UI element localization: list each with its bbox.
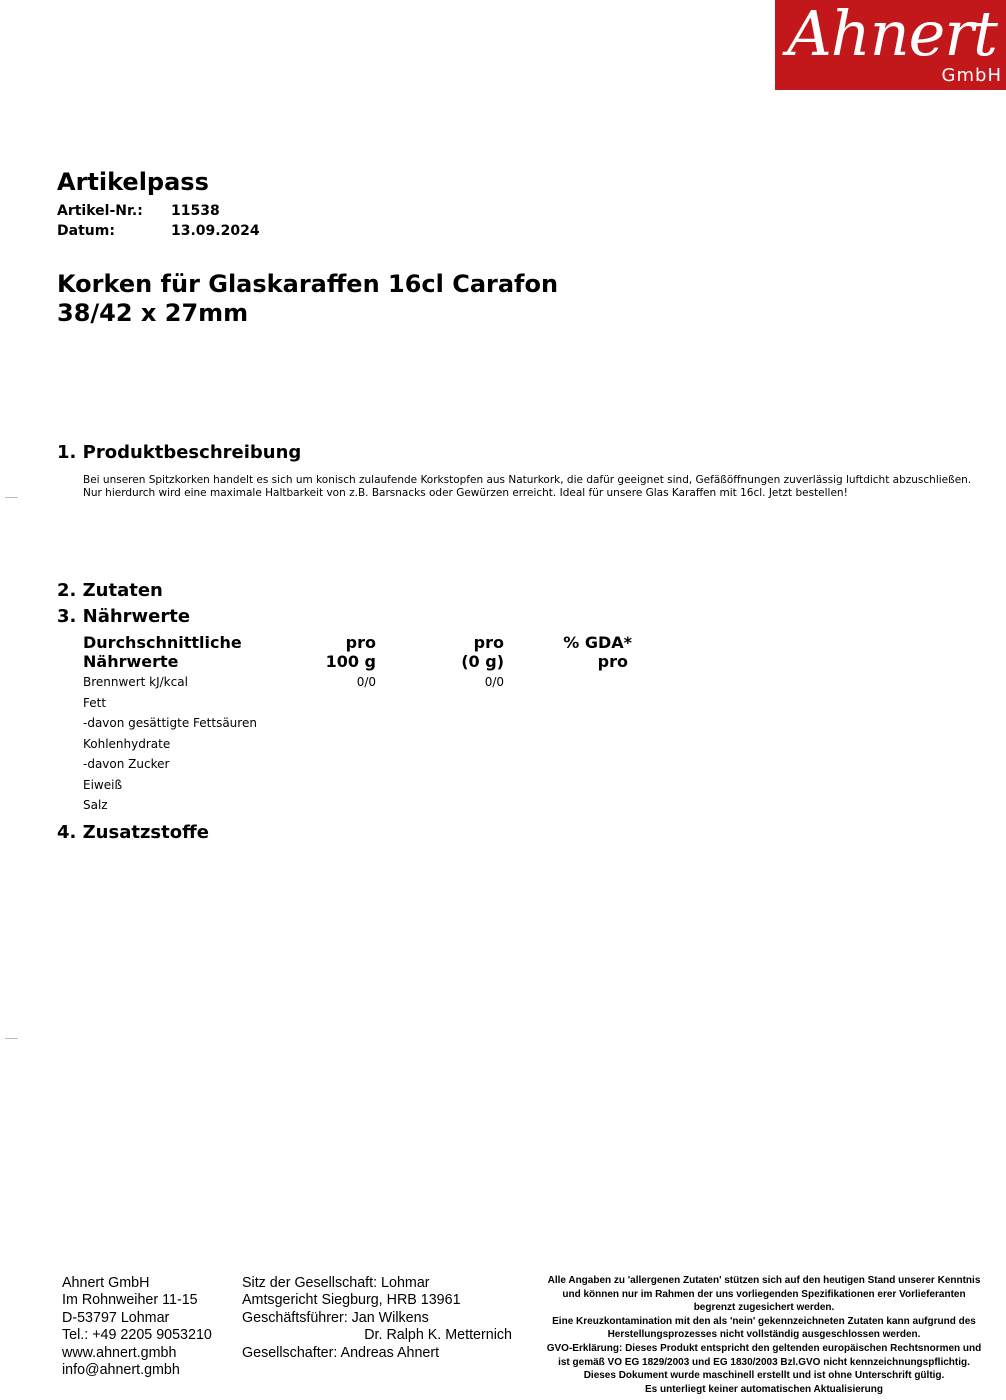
margin-mark bbox=[5, 1038, 18, 1039]
nutrition-header-label: Durchschnittliche Nährwerte bbox=[83, 633, 242, 671]
footer-website: www.ahnert.gmbh bbox=[62, 1344, 177, 1361]
nutrition-row-label: -davon Zucker bbox=[83, 757, 170, 771]
article-number-value: 11538 bbox=[171, 203, 220, 219]
footer-street: Im Rohnweiher 11-15 bbox=[62, 1292, 198, 1309]
footer-email: info@ahnert.gmbh bbox=[62, 1362, 180, 1379]
nutrition-row-label: Kohlenhydrate bbox=[83, 737, 171, 751]
footer-phone: Tel.: +49 2205 9053210 bbox=[62, 1327, 212, 1344]
logo-suffix: GmbH bbox=[941, 65, 1002, 86]
section-additives-heading: 4. Zusatzstoffe bbox=[57, 822, 209, 843]
nutrition-row-perportion: 0/0 bbox=[484, 675, 504, 689]
nutrition-row-label: Salz bbox=[83, 798, 108, 812]
footer-disclaimer: Alle Angaben zu 'allergenen Zutaten' stützen sich auf den heutigen Stand unserer Kenntnis und können nur im Rahmen der uns vorliegenden Spezifikationen erer Vorlieferanten begrenzt zugesichert werden. Eine Kreuzkontamination mit den als 'nein' gekennzeichneten Zutaten kann aufgrund des Herstellungsprozesses nicht vollständig ausgeschlossen werden. GVO-Erklärung: Dieses Produkt entspricht den geltenden europäischen Rechtsnormen und ist gemäß VO EG 1829/2003 und EG 1830/2003 Bzl.GVO nicht kennzeichnungspflichtig. Dieses Dokument wurde maschinell erstellt und ist ohne Unterschrift gültig. Es unterliegt keiner automatischen Aktualisierung bbox=[546, 1275, 982, 1395]
nutrition-row-label: Brennwert kJ/kcal bbox=[83, 675, 188, 689]
product-description: Bei unseren Spitzkorken handelt es sich um konisch zulaufende Korkstopfen aus Naturkork, die dafür geeignet sind, Gefäßöffnungen zuverlässig luftdicht abzuschließen. Nur hierdurch wird eine maximale Haltbarkeit von z.B. Barsnacks oder Gewürzen erreicht. Ideal für unsere Glas Karaffen mit 16cl. Jetzt bestellen! bbox=[83, 474, 972, 499]
date-value: 13.09.2024 bbox=[171, 223, 260, 239]
nutrition-header-gda: % GDA* pro bbox=[563, 633, 632, 671]
section-description-heading: 1. Produktbeschreibung bbox=[57, 442, 302, 463]
nutrition-header-perportion: pro (0 g) bbox=[461, 633, 504, 671]
date-label: Datum: bbox=[57, 223, 115, 239]
product-title-line1: Korken für Glaskaraffen 16cl Carafon bbox=[57, 270, 559, 298]
nutrition-header-per100: pro 100 g bbox=[325, 633, 376, 671]
page-title: Artikelpass bbox=[57, 168, 209, 196]
product-title-line2: 38/42 x 27mm bbox=[57, 299, 249, 327]
company-logo bbox=[775, 0, 1006, 90]
product-title bbox=[57, 270, 657, 328]
section-nutrition-heading: 3. Nährwerte bbox=[57, 606, 191, 627]
footer-company-name: Ahnert GmbH bbox=[62, 1275, 150, 1291]
section-ingredients-heading: 2. Zutaten bbox=[57, 580, 163, 601]
nutrition-row-per100: 0/0 bbox=[356, 675, 376, 689]
nutrition-row-label: -davon gesättigte Fettsäuren bbox=[83, 716, 257, 730]
footer-company-info bbox=[62, 1275, 212, 1379]
nutrition-row-label: Fett bbox=[83, 696, 107, 710]
nutrition-row-label: Eiweiß bbox=[83, 778, 123, 792]
logo-name: Ahnert bbox=[787, 0, 997, 70]
footer-legal-info: Sitz der Gesellschaft: Lohmar Amtsgericht Siegburg, HRB 13961 Geschäftsführer: Jan Wilkens Dr. Ralph K. Metternich Gesellschafter: Andreas Ahnert bbox=[242, 1275, 512, 1361]
footer-city: D-53797 Lohmar bbox=[62, 1309, 170, 1326]
margin-mark bbox=[5, 497, 18, 498]
article-number-label: Artikel-Nr.: bbox=[57, 203, 143, 219]
